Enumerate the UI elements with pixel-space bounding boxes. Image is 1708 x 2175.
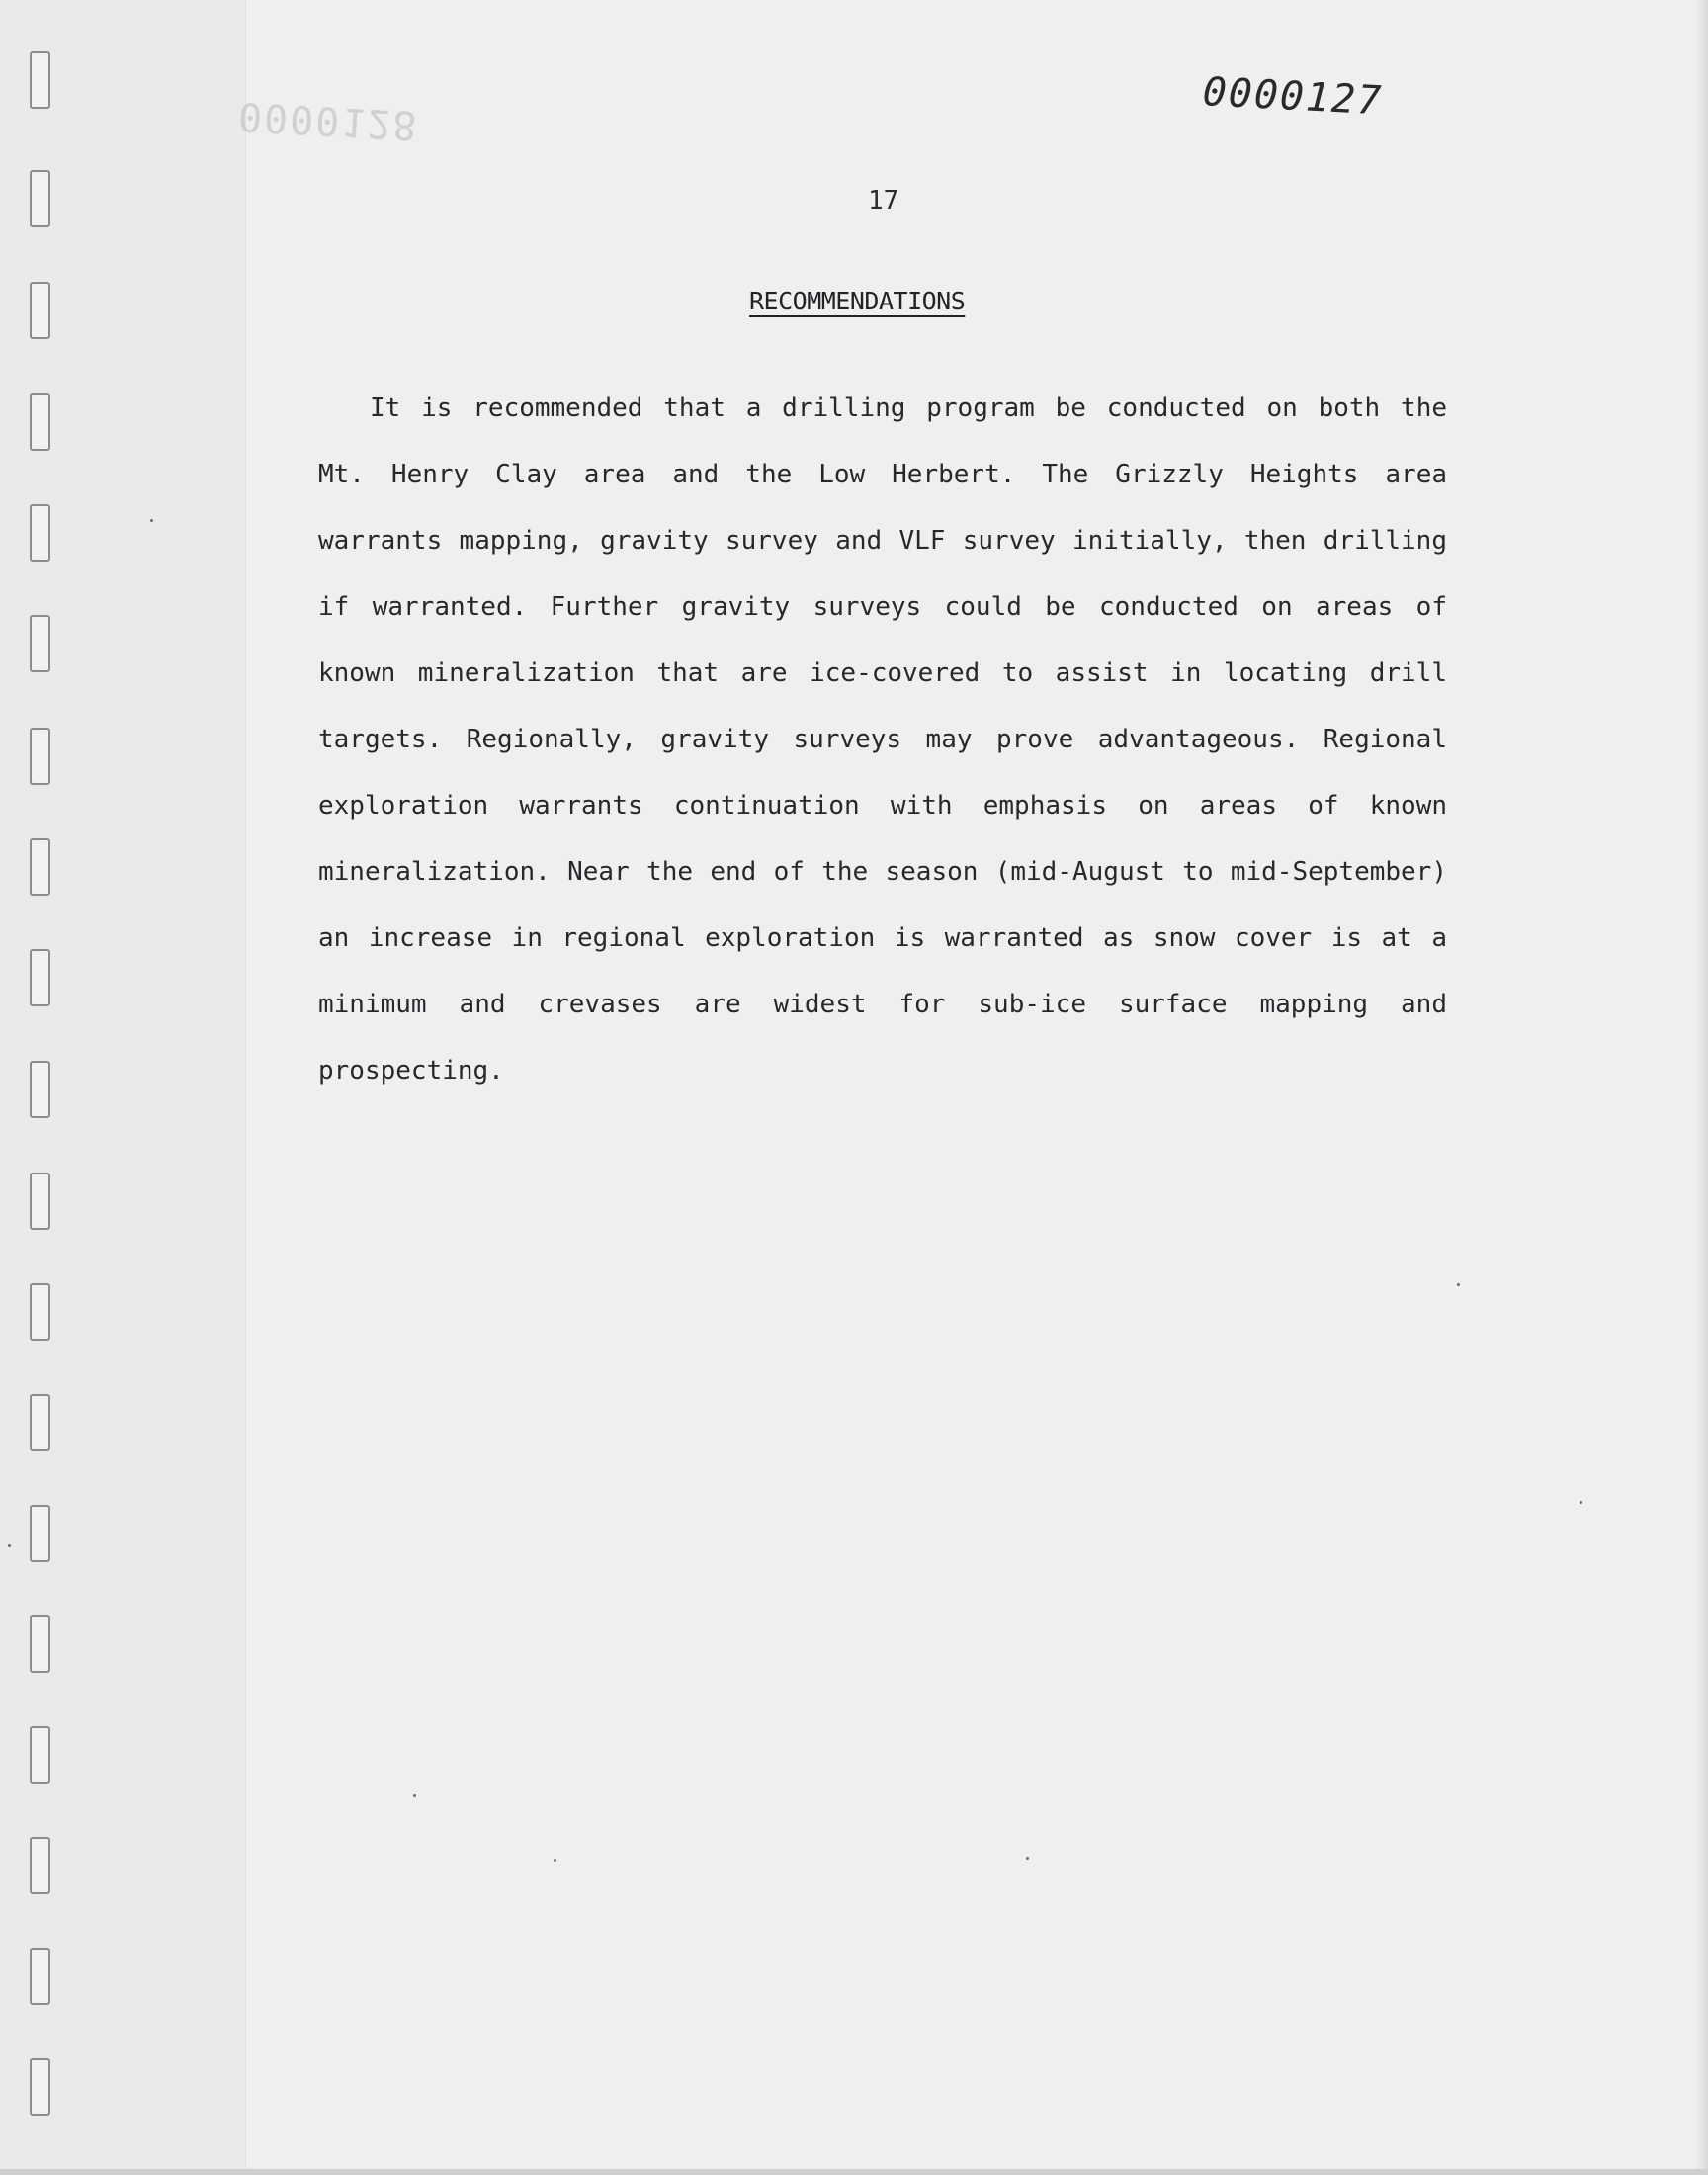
page-bottom-edge bbox=[0, 2169, 1708, 2175]
binding-hole bbox=[30, 393, 50, 451]
scan-speck bbox=[554, 1859, 556, 1862]
binding-hole bbox=[30, 1061, 50, 1118]
section-heading: RECOMMENDATIONS bbox=[749, 287, 966, 315]
binding-hole bbox=[30, 1948, 50, 2005]
binding-hole bbox=[30, 1173, 50, 1230]
binding-hole bbox=[30, 1394, 50, 1451]
document-number-stamp: 0000127 bbox=[1201, 69, 1385, 125]
page-number: 17 bbox=[868, 186, 899, 216]
binding-hole bbox=[30, 1615, 50, 1673]
binding-hole bbox=[30, 1726, 50, 1784]
binding-margin bbox=[0, 0, 246, 2175]
scan-speck bbox=[413, 1794, 416, 1797]
scan-speck bbox=[1457, 1283, 1460, 1286]
scan-speck bbox=[150, 519, 153, 522]
binding-hole bbox=[30, 51, 50, 109]
page-right-edge bbox=[1696, 0, 1708, 2175]
binding-hole bbox=[30, 1505, 50, 1562]
binding-hole bbox=[30, 615, 50, 672]
scan-speck bbox=[1026, 1857, 1029, 1860]
binding-hole bbox=[30, 2058, 50, 2116]
binding-hole bbox=[30, 1283, 50, 1341]
scan-speck bbox=[1580, 1501, 1582, 1504]
binding-hole bbox=[30, 282, 50, 339]
binding-hole bbox=[30, 170, 50, 227]
body-paragraph: It is recommended that a drilling program be conducted on both the Mt. Henry Clay area and the Low Herbert. The Grizzly Heights area warrants mapping, gravity survey and VLF survey initially, then drilling if warranted. Further gravity surveys could be conducted on areas of known mineralization that are ice-covered to assist in locating drill targets. Regionally, gravity surveys may prove advantageous. Regional exploration warrants continuation with emphasis on areas of known mineralization. Near the end of the season (mid-August to mid-September) an increase in regional exploration is warranted as snow cover is at a minimum and crevases are widest for sub-ice surface mapping and prospecting. bbox=[318, 393, 1447, 1086]
binding-hole bbox=[30, 838, 50, 896]
binding-hole bbox=[30, 504, 50, 562]
scan-speck bbox=[8, 1544, 11, 1547]
bleed-through-stamp: 0000128 bbox=[237, 93, 420, 148]
binding-hole bbox=[30, 1837, 50, 1894]
binding-hole bbox=[30, 728, 50, 785]
binding-hole bbox=[30, 949, 50, 1006]
